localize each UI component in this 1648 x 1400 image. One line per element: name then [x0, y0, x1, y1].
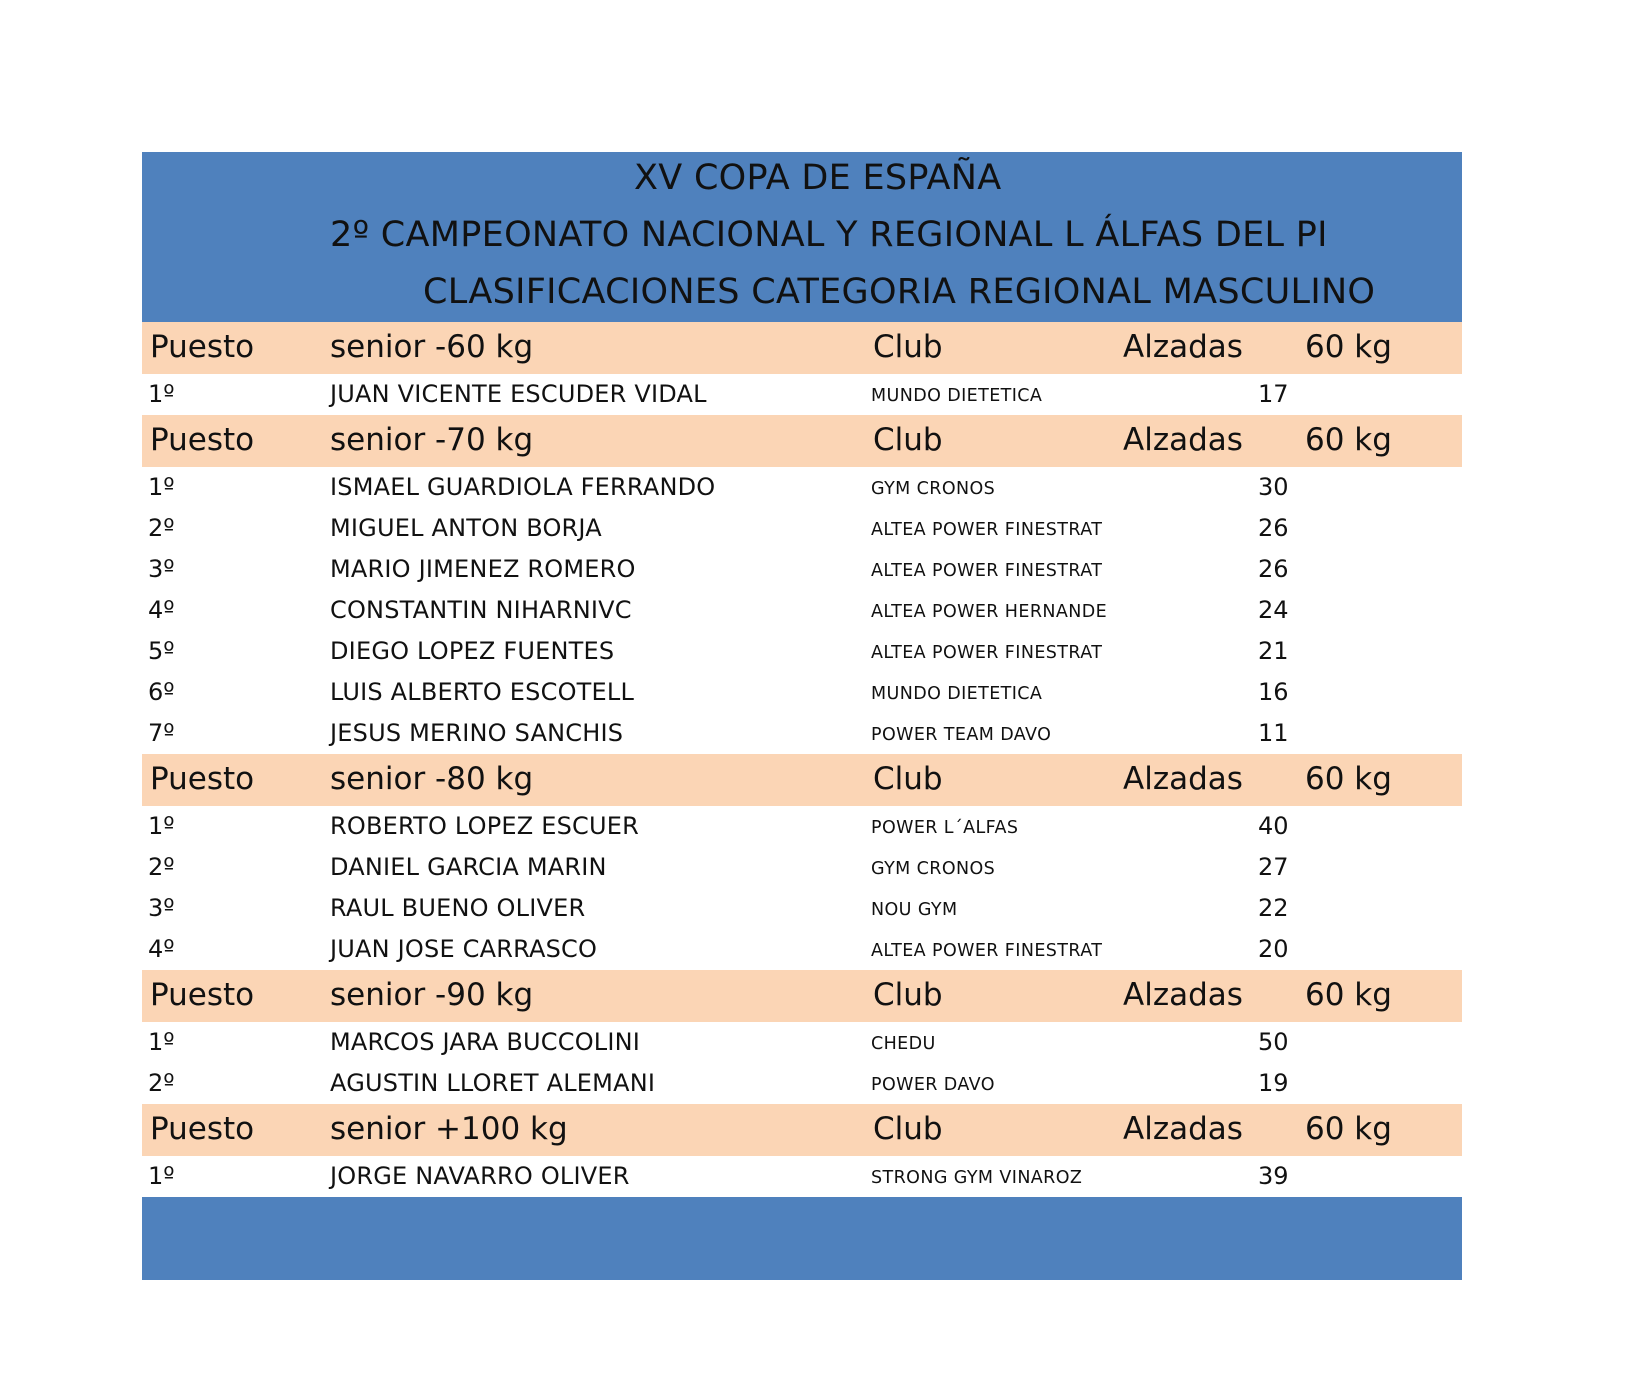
- place-cell: 6º: [148, 678, 175, 706]
- title-line-2: 2º CAMPEONATO NACIONAL Y REGIONAL L ÁLFAS DEL PI: [330, 215, 1328, 255]
- alzadas-cell: 11: [1258, 719, 1289, 747]
- club-column-label: Club: [873, 422, 943, 458]
- table-row: [142, 1156, 1462, 1197]
- title-band: [142, 152, 1462, 322]
- alzadas-cell: 26: [1258, 514, 1289, 542]
- table-row: [142, 631, 1462, 672]
- place-cell: 2º: [148, 853, 175, 881]
- title-line-3: CLASIFICACIONES CATEGORIA REGIONAL MASCULINO: [423, 272, 1376, 312]
- athlete-name-cell: LUIS ALBERTO ESCOTELL: [330, 678, 635, 706]
- table-row: [142, 1063, 1462, 1104]
- table-row: [142, 672, 1462, 713]
- table-row: [142, 1022, 1462, 1063]
- club-cell: ALTEA POWER HERNANDE: [871, 602, 1108, 622]
- athlete-name-cell: ISMAEL GUARDIOLA FERRANDO: [330, 473, 716, 501]
- category-header-row: [142, 322, 1462, 374]
- category-header-row: [142, 1104, 1462, 1156]
- athlete-name-cell: MIGUEL ANTON BORJA: [330, 514, 602, 542]
- alzadas-cell: 20: [1258, 935, 1289, 963]
- club-column-label: Club: [873, 329, 943, 365]
- club-column-label: Club: [873, 761, 943, 797]
- club-cell: GYM CRONOS: [871, 479, 996, 499]
- athlete-name-cell: AGUSTIN LLORET ALEMANI: [330, 1069, 656, 1097]
- alzadas-column-label: Alzadas: [1123, 977, 1243, 1013]
- club-column-label: Club: [873, 1111, 943, 1147]
- weight-column-label: 60 kg: [1305, 1111, 1392, 1147]
- category-header-row: [142, 415, 1462, 467]
- alzadas-cell: 24: [1258, 596, 1289, 624]
- alzadas-cell: 30: [1258, 473, 1289, 501]
- place-cell: 1º: [148, 380, 175, 408]
- alzadas-cell: 19: [1258, 1069, 1289, 1097]
- place-cell: 1º: [148, 812, 175, 840]
- place-cell: 5º: [148, 637, 175, 665]
- table-row: [142, 713, 1462, 754]
- place-cell: 1º: [148, 1028, 175, 1056]
- title-line-1: XV COPA DE ESPAÑA: [634, 158, 1002, 198]
- category-label: senior +100 kg: [330, 1111, 568, 1147]
- table-row: [142, 929, 1462, 970]
- athlete-name-cell: ROBERTO LOPEZ ESCUER: [330, 812, 639, 840]
- club-cell: GYM CRONOS: [871, 859, 996, 879]
- club-cell: ALTEA POWER FINESTRAT: [871, 520, 1103, 540]
- results-table: [142, 322, 1462, 1197]
- club-cell: ALTEA POWER FINESTRAT: [871, 561, 1103, 581]
- alzadas-cell: 27: [1258, 853, 1289, 881]
- club-cell: ALTEA POWER FINESTRAT: [871, 643, 1103, 663]
- category-header-row: [142, 754, 1462, 806]
- table-row: [142, 847, 1462, 888]
- athlete-name-cell: RAUL BUENO OLIVER: [330, 894, 586, 922]
- place-cell: 2º: [148, 1069, 175, 1097]
- category-label: senior -90 kg: [330, 977, 534, 1013]
- alzadas-cell: 39: [1258, 1162, 1289, 1190]
- athlete-name-cell: JESUS MERINO SANCHIS: [330, 719, 624, 747]
- puesto-column-label: Puesto: [150, 1111, 255, 1147]
- club-cell: POWER DAVO: [871, 1075, 995, 1095]
- alzadas-cell: 50: [1258, 1028, 1289, 1056]
- club-cell: ALTEA POWER FINESTRAT: [871, 941, 1103, 961]
- puesto-column-label: Puesto: [150, 422, 255, 458]
- table-row: [142, 590, 1462, 631]
- table-row: [142, 374, 1462, 415]
- alzadas-cell: 40: [1258, 812, 1289, 840]
- alzadas-cell: 17: [1258, 380, 1289, 408]
- puesto-column-label: Puesto: [150, 977, 255, 1013]
- table-row: [142, 806, 1462, 847]
- place-cell: 7º: [148, 719, 175, 747]
- athlete-name-cell: MARIO JIMENEZ ROMERO: [330, 555, 636, 583]
- place-cell: 1º: [148, 1162, 175, 1190]
- weight-column-label: 60 kg: [1305, 422, 1392, 458]
- club-cell: CHEDU: [871, 1034, 936, 1054]
- alzadas-column-label: Alzadas: [1123, 1111, 1243, 1147]
- club-cell: MUNDO DIETETICA: [871, 684, 1043, 704]
- place-cell: 4º: [148, 935, 175, 963]
- category-header-row: [142, 970, 1462, 1022]
- club-cell: NOU GYM: [871, 900, 958, 920]
- athlete-name-cell: DIEGO LOPEZ FUENTES: [330, 637, 615, 665]
- athlete-name-cell: JUAN VICENTE ESCUDER VIDAL: [330, 380, 707, 408]
- weight-column-label: 60 kg: [1305, 329, 1392, 365]
- alzadas-column-label: Alzadas: [1123, 329, 1243, 365]
- club-cell: STRONG GYM VINAROZ: [871, 1168, 1083, 1188]
- table-row: [142, 888, 1462, 929]
- club-cell: POWER L´ALFAS: [871, 818, 1019, 838]
- table-row: [142, 549, 1462, 590]
- table-row: [142, 467, 1462, 508]
- athlete-name-cell: MARCOS JARA BUCCOLINI: [330, 1028, 641, 1056]
- alzadas-cell: 22: [1258, 894, 1289, 922]
- place-cell: 1º: [148, 473, 175, 501]
- place-cell: 2º: [148, 514, 175, 542]
- athlete-name-cell: DANIEL GARCIA MARIN: [330, 853, 607, 881]
- weight-column-label: 60 kg: [1305, 977, 1392, 1013]
- table-row: [142, 508, 1462, 549]
- puesto-column-label: Puesto: [150, 761, 255, 797]
- place-cell: 3º: [148, 555, 175, 583]
- athlete-name-cell: JORGE NAVARRO OLIVER: [330, 1162, 630, 1190]
- footer-band: [142, 1197, 1462, 1280]
- alzadas-cell: 26: [1258, 555, 1289, 583]
- alzadas-cell: 21: [1258, 637, 1289, 665]
- place-cell: 3º: [148, 894, 175, 922]
- club-column-label: Club: [873, 977, 943, 1013]
- alzadas-column-label: Alzadas: [1123, 422, 1243, 458]
- category-label: senior -60 kg: [330, 329, 534, 365]
- category-label: senior -70 kg: [330, 422, 534, 458]
- weight-column-label: 60 kg: [1305, 761, 1392, 797]
- club-cell: POWER TEAM DAVO: [871, 725, 1052, 745]
- alzadas-column-label: Alzadas: [1123, 761, 1243, 797]
- alzadas-cell: 16: [1258, 678, 1289, 706]
- place-cell: 4º: [148, 596, 175, 624]
- club-cell: MUNDO DIETETICA: [871, 386, 1043, 406]
- results-sheet: [142, 152, 1462, 1280]
- category-label: senior -80 kg: [330, 761, 534, 797]
- puesto-column-label: Puesto: [150, 329, 255, 365]
- athlete-name-cell: JUAN JOSE CARRASCO: [330, 935, 598, 963]
- athlete-name-cell: CONSTANTIN NIHARNIVC: [330, 596, 632, 624]
